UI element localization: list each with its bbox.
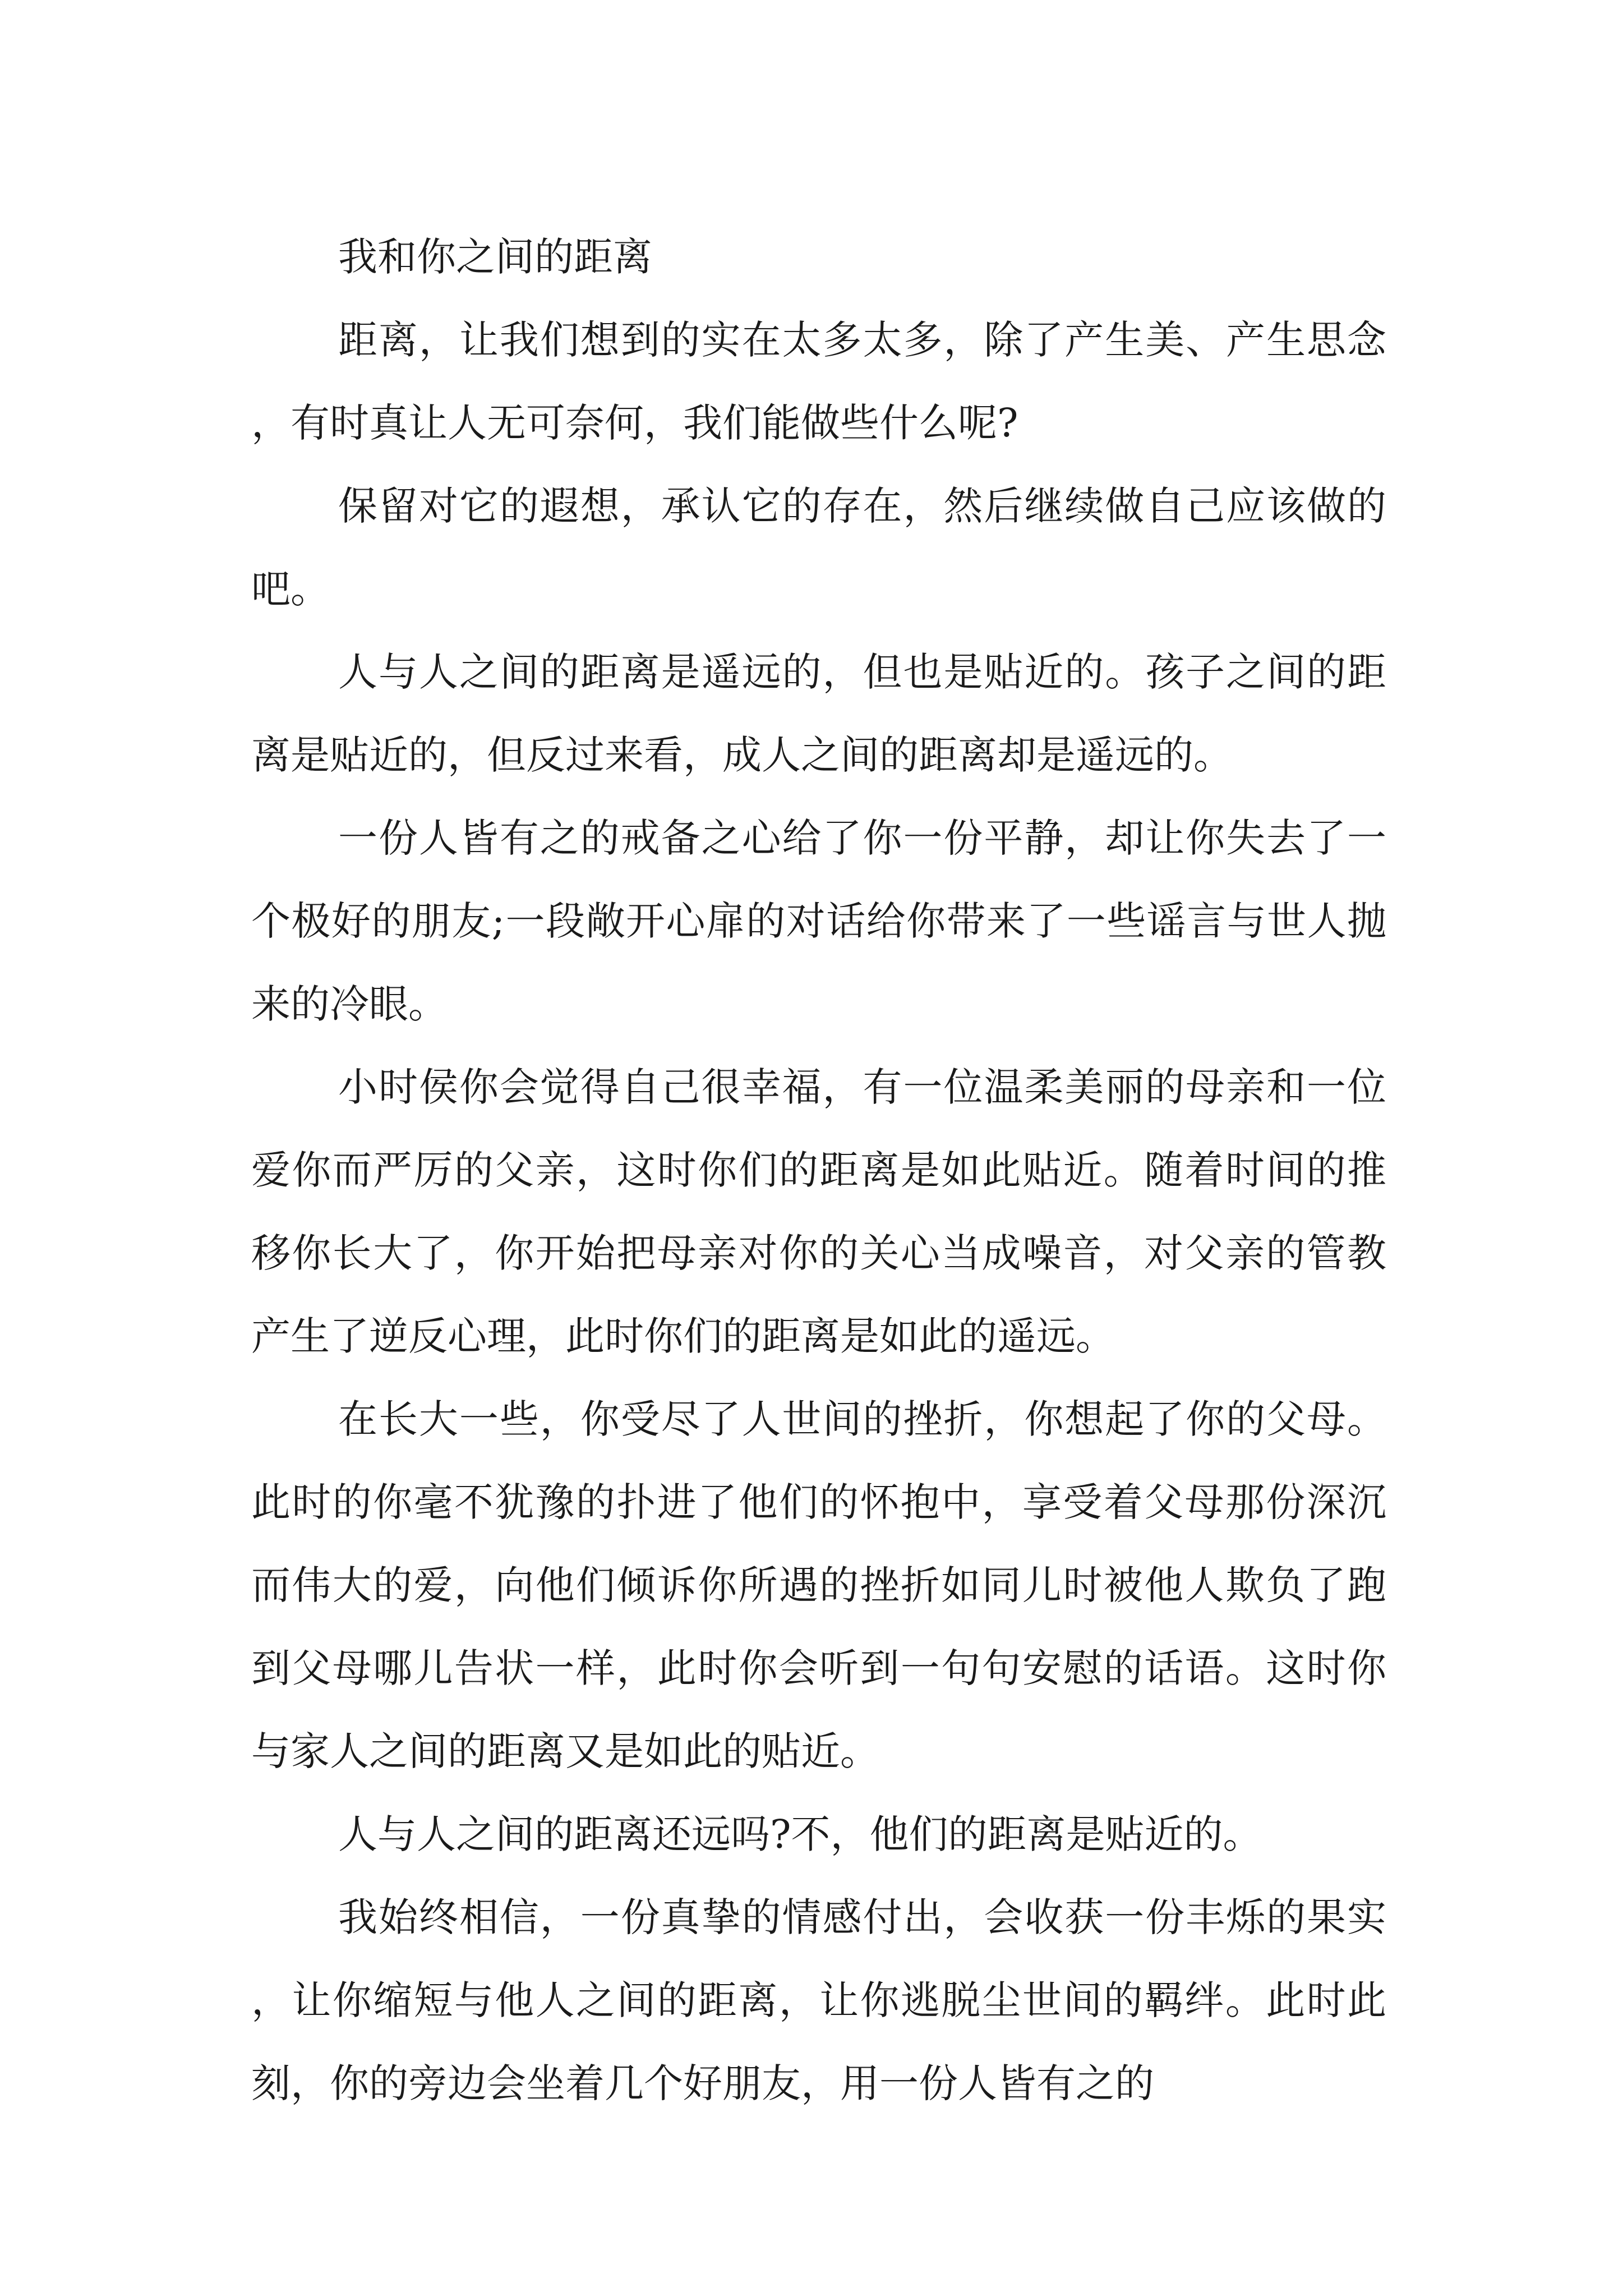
paragraph-4: 一份人皆有之的戒备之心给了你一份平静，却让你失去了一个极好的朋友;一段敞开心扉的对话给你带来了一些谣言与世人抛来的冷眼。 bbox=[251, 815, 1386, 1027]
paragraph-8: 我始终相信，一份真挚的情感付出，会收获一份丰烁的果实，让你缩短与他人之间的距离，让你逃脱尘世间的羁绊。此时此刻，你的旁边会坐着几个好朋友，用一份人皆有之的 bbox=[251, 1894, 1386, 2106]
paragraph-1: 距离，让我们想到的实在太多太多，除了产生美、产生思念，有时真让人无可奈何，我们能做些什么呢? bbox=[251, 317, 1386, 446]
paragraph-3: 人与人之间的距离是遥远的，但也是贴近的。孩子之间的距离是贴近的，但反过来看，成人之间的距离却是遥远的。 bbox=[251, 649, 1386, 778]
paragraph-6: 在长大一些，你受尽了人世间的挫折，你想起了你的父母。此时的你毫不犹豫的扑进了他们的怀抱中，享受着父母那份深沉而伟大的爱，向他们倾诉你所遇的挫折如同儿时被他人欺负了跑到父母哪儿告状一样，此时你会听到一句句安慰的话语。这时你与家人之间的距离又是如此的贴近。 bbox=[251, 1396, 1386, 1774]
paragraph-7: 人与人之间的距离还远吗?不，他们的距离是贴近的。 bbox=[338, 1811, 1262, 1857]
document-title: 我和你之间的距离 bbox=[338, 234, 652, 280]
document-body bbox=[251, 215, 1386, 2125]
paragraph-2: 保留对它的遐想，承认它的存在，然后继续做自己应该做的吧。 bbox=[251, 483, 1386, 612]
paragraph-5: 小时侯你会觉得自己很幸福，有一位温柔美丽的母亲和一位爱你而严厉的父亲，这时你们的距离是如此贴近。随着时间的推移你长大了，你开始把母亲对你的关心当成噪音，对父亲的管教产生了逆反心理，此时你们的距离是如此的遥远。 bbox=[251, 1064, 1386, 1359]
